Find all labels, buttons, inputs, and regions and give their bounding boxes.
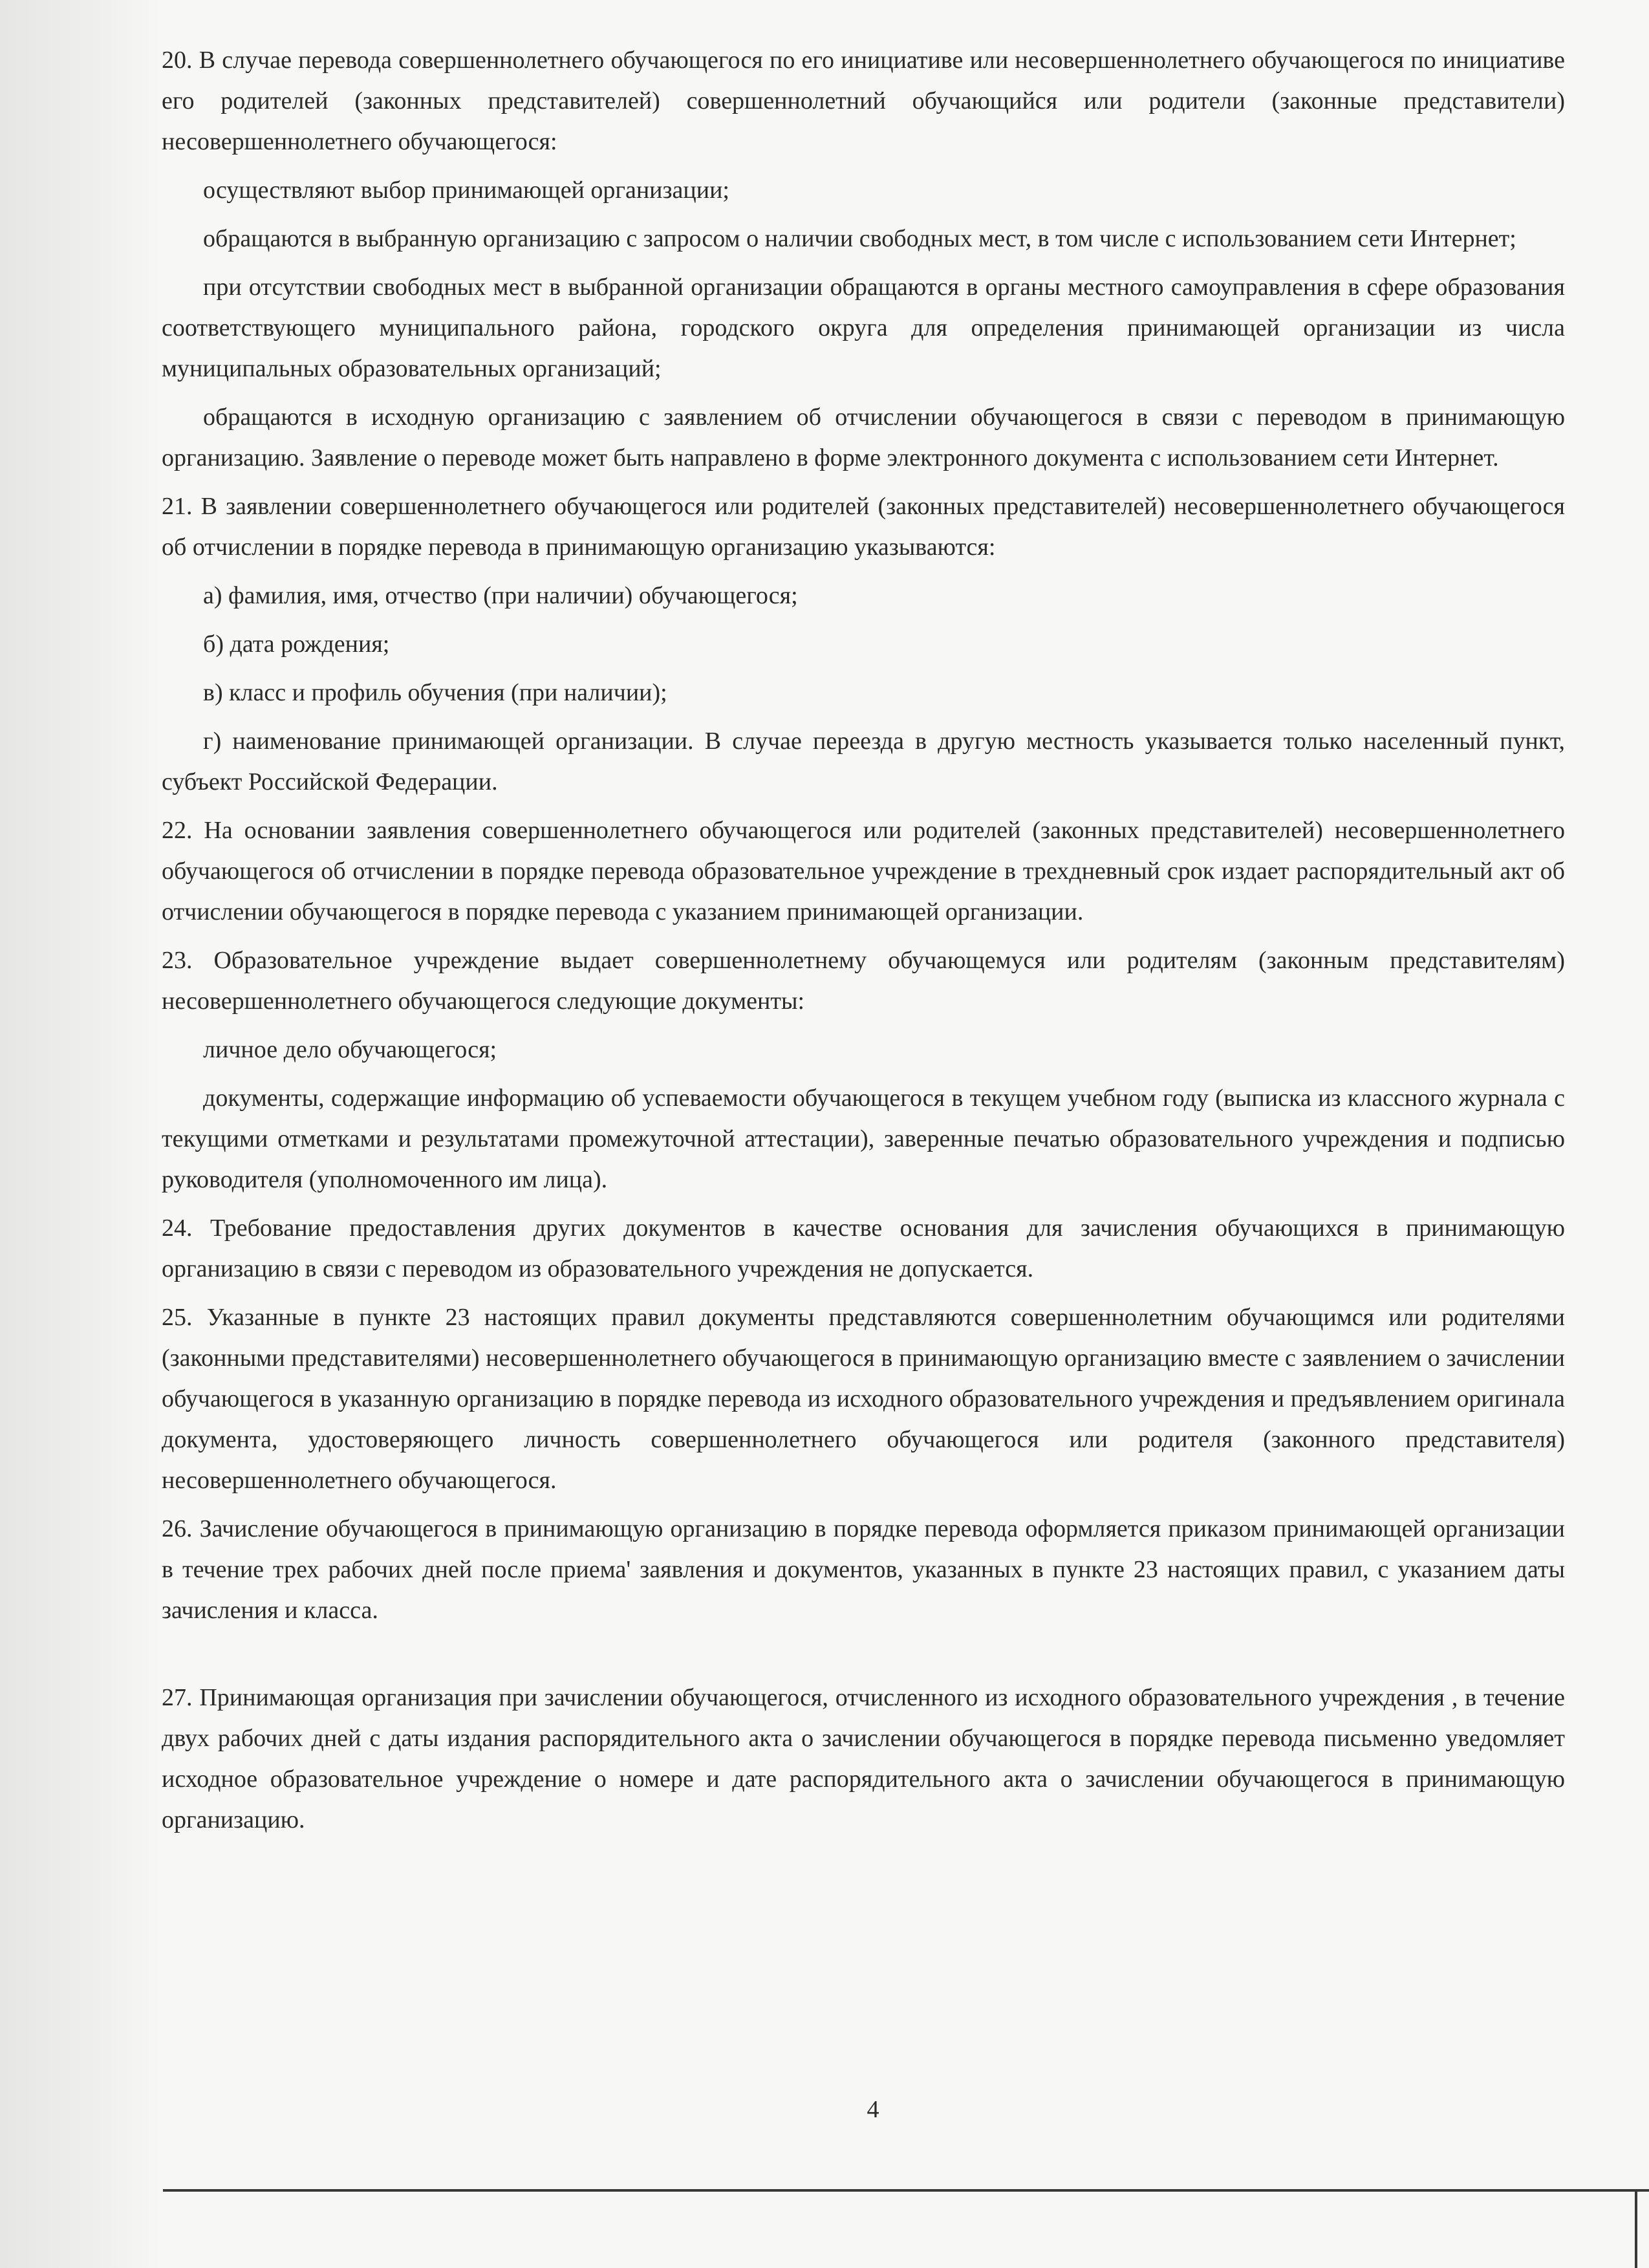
clause-23: 23. Образовательное учреждение выдает совершеннолетнему обучающемуся или родителям (законным представителям) несовершеннолетнего обучающегося следующие документы: <box>162 947 1565 1015</box>
clause-20-item-no-places: при отсутствии свободных мест в выбранной организации обращаются в органы местного самоуправления в сфере образования соответствующего муниципального района, городского округа для определения принимающей организации из числа муниципальных образовательных организаций; <box>162 274 1565 382</box>
clause-27: 27. Принимающая организация при зачислении обучающегося, отчисленного из исходного образовательного учреждения , в течение двух рабочих дней с даты издания распорядительного акта о зачислении обучающегося в порядке перевода письменно уведомляет исходное образовательное учреждение о номере и дате распорядительного акта о зачислении обучающегося в принимающую организацию. <box>162 1684 1565 1833</box>
clause-22: 22. На основании заявления совершеннолетнего обучающегося или родителей (законных представителей) несовершеннолетнего обучающегося об отчислении в порядке перевода образовательное учреждение в трехдневный срок издает распорядительный акт об отчислении обучающегося в порядке перевода с указанием принимающей организации. <box>162 817 1565 925</box>
clause-21-item-g: г) наименование принимающей организации. В случае переезда в другую местность указывается только населенный пункт, субъект Российской Федерации. <box>162 728 1565 795</box>
clause-23-item-file: личное дело обучающегося; <box>203 1036 497 1063</box>
clause-23-item-documents: документы, содержащие информацию об успеваемости обучающегося в текущем учебном году (выписка из классного журнала с текущими отметками и результатами промежуточной аттестации), заверенные печатью образовательного учреждения и подписью руководителя (уполномоченного им лица). <box>162 1085 1565 1193</box>
scan-corner-border <box>1635 2189 1637 2268</box>
clause-21-item-a: а) фамилия, имя, отчество (при наличии) обучающегося; <box>203 582 798 609</box>
clause-21: 21. В заявлении совершеннолетнего обучающегося или родителей (законных представителей) несовершеннолетнего обучающегося об отчислении в порядке перевода в принимающую организацию указываются: <box>162 493 1565 561</box>
clause-26: 26. Зачисление обучающегося в принимающую организацию в порядке перевода оформляется приказом принимающей организации в течение трех рабочих дней после приема' заявления и документов, указанных в пункте 23 настоящих правил, с указанием даты зачисления и класса. <box>162 1515 1565 1624</box>
paragraph-gap <box>162 1639 1565 1678</box>
clause-21-item-v: в) класс и профиль обучения (при наличии); <box>203 679 667 706</box>
clause-21-item-b: б) дата рождения; <box>203 631 390 658</box>
clause-20: 20. В случае перевода совершеннолетнего обучающегося по его инициативе или несовершеннолетнего обучающегося по инициативе его родителей (законных представителей) совершеннолетний обучающийся или родители (законные представители) несовершеннолетнего обучающегося: <box>162 47 1565 155</box>
clause-24: 24. Требование предоставления других документов в качестве основания для зачисления обучающихся в принимающую организацию в связи с переводом из образовательного учреждения не допускается. <box>162 1215 1565 1282</box>
scan-edge-shading <box>0 0 162 2268</box>
clause-20-item-choose: осуществляют выбор принимающей организации; <box>203 177 729 204</box>
page-number: 4 <box>867 2096 879 2123</box>
document-page <box>162 40 1565 1848</box>
clause-20-item-application: обращаются в исходную организацию с заявлением об отчислении обучающегося в связи с переводом в принимающую организацию. Заявление о переводе может быть направлено в форме электронного документа с использованием сети Интернет. <box>162 404 1565 471</box>
scan-bottom-border <box>163 2189 1649 2192</box>
clause-20-item-request: обращаются в выбранную организацию с запросом о наличии свободных мест, в том числе с использованием сети Интернет; <box>203 225 1516 252</box>
clause-25: 25. Указанные в пункте 23 настоящих правил документы представляются совершеннолетним обучающимся или родителями (законными представителями) несовершеннолетнего обучающегося в принимающую организацию вместе с заявлением о зачислении обучающегося в указанную организацию в порядке перевода из исходного образовательного учреждения и предъявлением оригинала документа, удостоверяющего личность совершеннолетнего обучающегося или родителя (законного представителя) несовершеннолетнего обучающегося. <box>162 1304 1565 1494</box>
